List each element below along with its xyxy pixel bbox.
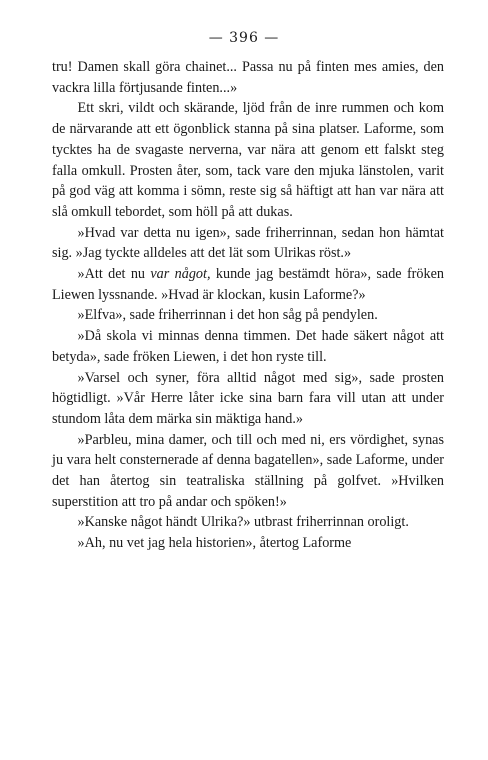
paragraph-3: »Hvad var detta nu igen», sade friherrinnan, sedan hon hämtat sig. »Jag tyckte alldeles att det lät som Ulrikas röst.» bbox=[52, 224, 444, 262]
paragraph-8: »Parbleu, mina damer, och till och med ni, ers vördighet, synas ju vara helt consternerade af denna bagatellen», sade Laforme, under det han återtog sin teatraliska ställning på golfvet. »Hvilken superstition att tro på andar och spöken!» bbox=[52, 431, 444, 510]
page-number: — 396 — bbox=[208, 30, 280, 46]
paragraph-2: Ett skri, vildt och skärande, ljöd från de inre rummen och kom de närvarande att ett ögonblick stanna på sina platser. Laforme, som tycktes ha de svagaste nerverna, var nära att genom ett falskt steg falla omkull. Prosten åter, som, tack vare den mjuka länstolen, varit på god väg att komma i sömn, reste sig så häftigt att han var nära att slå omkull tebordet, som höll på att dukas. bbox=[52, 100, 444, 220]
paragraph-4 bbox=[52, 264, 444, 305]
paragraph-6: »Då skola vi minnas denna timmen. Det hade säkert något att betyda», sade fröken Liewen, i det hon ryste till. bbox=[52, 328, 444, 365]
paragraph-9: »Kanske något händt Ulrika?» utbrast friherrinnan oroligt. bbox=[77, 514, 409, 531]
paragraph-10: »Ah, nu vet jag hela historien», återtog Laforme bbox=[77, 535, 352, 552]
paragraph-4-before: »Att det nu bbox=[77, 266, 151, 283]
paragraph-7: »Varsel och syner, föra alltid något med sig», sade prosten högtidligt. »Vår Herre låter icke sina barn fara vill utan att under stundom låta dem märka sin mäktiga hand.» bbox=[52, 369, 444, 427]
paragraph-4-after: kunde jag bestämdt höra», sade fröken Liewen lyssnande. »Hvad är klockan, kusin Laforme?» bbox=[52, 266, 444, 303]
paragraph-1: tru! Damen skall göra chainet... Passa nu på finten mes amies, den vackra lilla förtjusande finten...» bbox=[52, 59, 444, 96]
paragraph-4-emphasis: var något, bbox=[150, 266, 211, 283]
page-text bbox=[52, 57, 444, 554]
paragraph-5: »Elfva», sade friherrinnan i det hon såg på pendylen. bbox=[77, 307, 378, 324]
